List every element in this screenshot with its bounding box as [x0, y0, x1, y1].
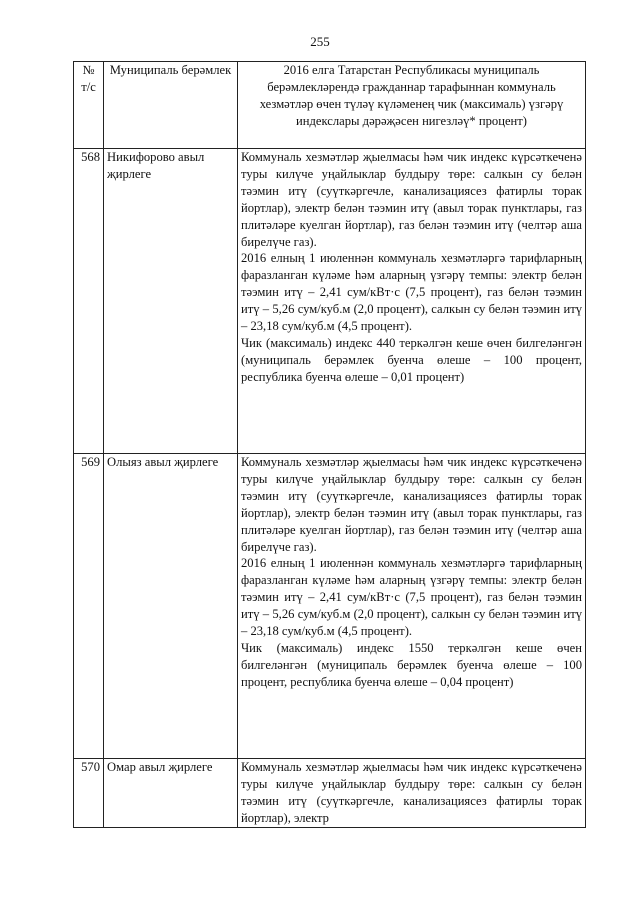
description-paragraph: Чик (максималь) индекс 1550 теркәлгән кеше өчен билгеләнгән (муниципаль берәмлек буенча өлеше – 100 процент, республика буенча өлеше – 0,04 процент): [241, 640, 582, 689]
description-paragraph: 2016 елның 1 июленнән коммуналь хезмәтләргә тарифларның фаразланган күләме һәм аларның үзгәрү темпы: электр белән тәэмин итү – 2,41 сум/кВт·с (7,5 процент), газ белән тәэмин итү – 5,26 сум/куб.м (2,0 процент), салкын су белән тәэмин итү – 23,18 сум/куб.м (4,5 процент).: [241, 556, 582, 639]
description-paragraph: Коммуналь хезмәтләр җыелмасы һәм чик индекс күрсәткеченә туры килүче уңайлыклар булдыру төре: салкын су белән тәэмин итү (суүткәргечле, канализациясез фатирлы торак йортлар), электр белән тәэмин итү (авыл торак пунктлары, газ плитәләре куелган йортлар), газ белән тәэмин итү (челтәр аша бирелүче газ).: [241, 150, 582, 249]
description-paragraph: Коммуналь хезмәтләр җыелмасы һәм чик индекс күрсәткеченә туры килүче уңайлыклар булдыру төре: салкын су белән тәэмин итү (суүткәргечле, канализациясез фатирлы торак йортлар), электр белән тәэмин итү (авыл торак пунктлары, газ плитәләре куелган йортлар), газ белән тәэмин итү (челтәр аша бирелүче газ).: [241, 455, 582, 554]
header-title: 2016 елга Татарстан Республикасы муниципаль берәмлекләрендә гражданнар тарафыннан коммуналь хезмәтләр өчен түләү күләменең чик (максималь) үзгәрү индекслары дәрәҗәсен нигезләү* процент): [238, 62, 586, 149]
table-row: [74, 454, 586, 759]
header-number: № т/с: [74, 62, 104, 149]
row-number: 570: [74, 759, 104, 828]
table-row: [74, 149, 586, 454]
description-paragraph: Коммуналь хезмәтләр җыелмасы һәм чик индекс күрсәткеченә туры килүче уңайлыклар булдыру төре: салкын су белән тәэмин итү (суүткәргечле, канализациясез фатирлы торак йортлар), электр: [241, 760, 582, 825]
table-header-row: [74, 62, 586, 149]
row-municipality: Олыяз авыл җирлеге: [104, 454, 238, 759]
row-municipality: Омар авыл җирлеге: [104, 759, 238, 828]
row-description: [238, 149, 586, 454]
row-description: [238, 454, 586, 759]
row-description: [238, 759, 586, 828]
row-number: 568: [74, 149, 104, 454]
row-municipality: Никифорово авыл җирлеге: [104, 149, 238, 454]
header-municipality: Муниципаль берәмлек: [104, 62, 238, 149]
page-number: 255: [310, 34, 330, 49]
description-paragraph: Чик (максималь) индекс 440 теркәлгән кеше өчен билгеләнгән (муниципаль берәмлек буенча өлеше – 100 процент, республика буенча өлеше – 0,01 процент): [241, 335, 582, 384]
indices-table: [73, 61, 586, 828]
table-row: [74, 759, 586, 828]
row-number: 569: [74, 454, 104, 759]
description-paragraph: 2016 елның 1 июленнән коммуналь хезмәтләргә тарифларның фаразланган күләме һәм аларның үзгәрү темпы: электр белән тәэмин итү – 2,41 сум/кВт·с (7,5 процент), газ белән тәэмин итү – 5,26 сум/куб.м (2,0 процент), салкын су белән тәэмин итү – 23,18 сум/куб.м (4,5 процент).: [241, 251, 582, 334]
